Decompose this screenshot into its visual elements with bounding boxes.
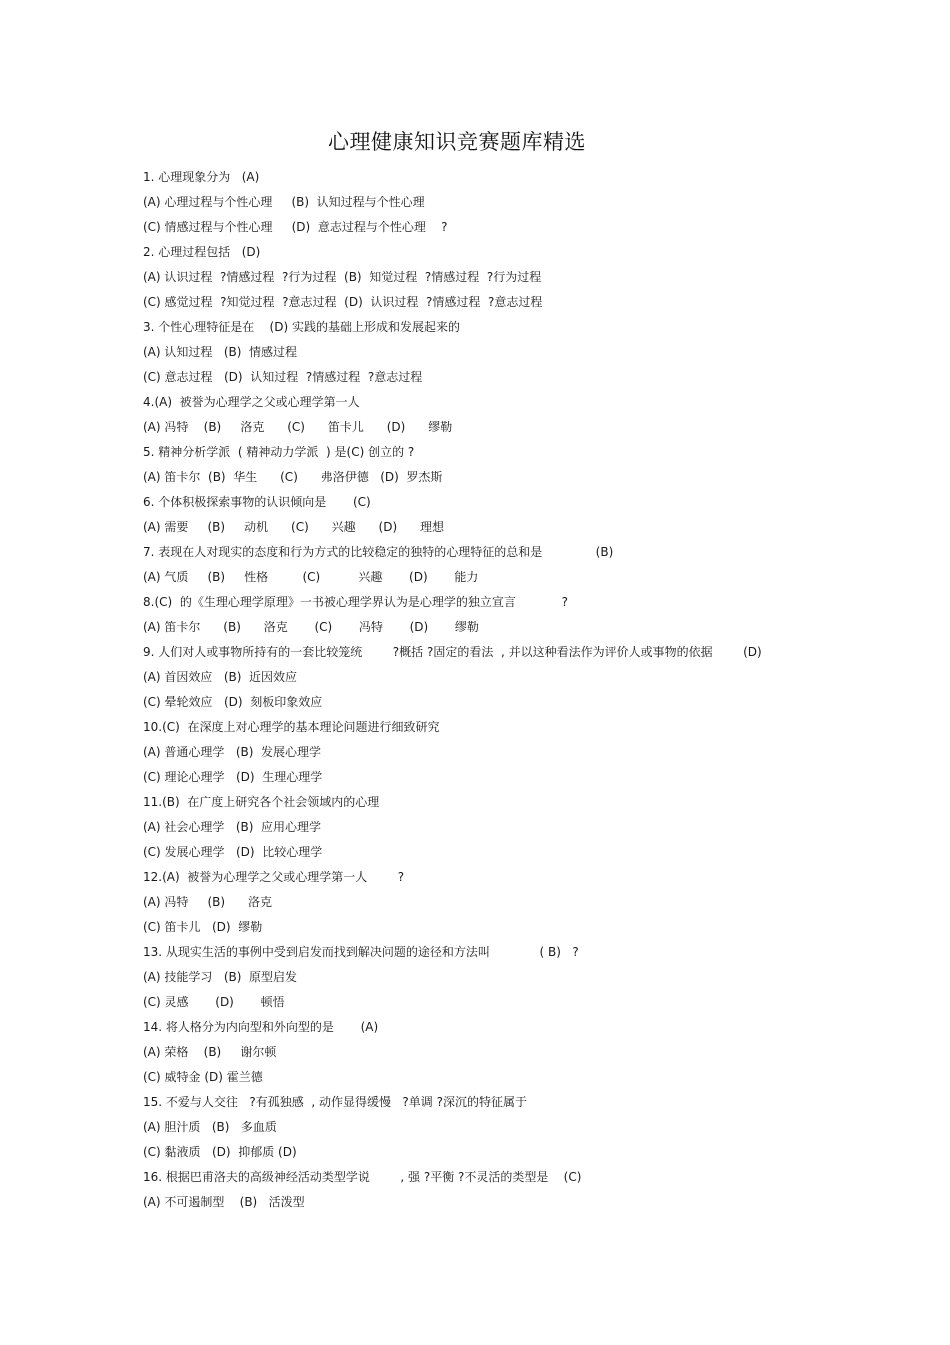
question-list [143, 165, 843, 1215]
text-line: (A) 心理过程与个性心理 (B) 认知过程与个性心理 [143, 195, 425, 209]
text-line: (C) 晕轮效应 (D) 刻板印象效应 [143, 695, 323, 709]
text-line: (A) 认知过程 (B) 情感过程 [143, 345, 298, 359]
text-line: (A) 认识过程 ?情感过程 ?行为过程 (B) 知觉过程 ?情感过程 ?行为过程 [143, 270, 542, 284]
text-line: 10.(C) 在深度上对心理学的基本理论问题进行细致研究 [143, 720, 440, 734]
document-title: 心理健康知识竞赛题库精选 [328, 130, 586, 154]
text-line: 3. 个性心理特征是在 (D) 实践的基础上形成和发展起来的 [143, 320, 460, 334]
text-line: 7. 表现在人对现实的态度和行为方式的比较稳定的独特的心理特征的总和是 (B) [143, 545, 614, 559]
text-line: (A) 冯特 (B) 洛克 [143, 895, 272, 909]
text-line: 5. 精神分析学派 ( 精神动力学派 ) 是(C) 创立的 ? [143, 445, 415, 459]
text-line: (A) 技能学习 (B) 原型启发 [143, 970, 298, 984]
text-line: 2. 心理过程包括 (D) [143, 245, 261, 259]
text-line: 4.(A) 被誉为心理学之父或心理学第一人 [143, 395, 360, 409]
text-line: 9. 人们对人或事物所持有的一套比较笼统 ?概括 ?固定的看法 , 并以这种看法作为评价人或事物的依据 (D) [143, 645, 762, 659]
text-line: 1. 心理现象分为 (A) [143, 170, 260, 184]
text-line: (C) 威特金 (D) 霍兰德 [143, 1070, 263, 1084]
text-line: 15. 不爱与人交往 ?有孤独感 , 动作显得缓慢 ?单调 ?深沉的特征属于 [143, 1095, 527, 1109]
text-line: (C) 黏液质 (D) 抑郁质 (D) [143, 1145, 297, 1159]
text-line: 8.(C) 的《生理心理学原理》一书被心理学界认为是心理学的独立宣言 ? [143, 595, 568, 609]
text-line: 12.(A) 被誉为心理学之父或心理学第一人 ? [143, 870, 405, 884]
text-line: (A) 不可遏制型 (B) 活泼型 [143, 1195, 305, 1209]
text-line: (A) 首因效应 (B) 近因效应 [143, 670, 298, 684]
text-line: 14. 将人格分为内向型和外向型的是 (A) [143, 1020, 379, 1034]
text-line: (A) 冯特 (B) 洛克 (C) 笛卡儿 (D) 缪勒 [143, 420, 453, 434]
text-line: (A) 笛卡尔 (B) 华生 (C) 弗洛伊德 (D) 罗杰斯 [143, 470, 443, 484]
text-line: (C) 情感过程与个性心理 (D) 意志过程与个性心理 ? [143, 220, 448, 234]
text-line: (C) 笛卡儿 (D) 缪勒 [143, 920, 263, 934]
text-line: (C) 感觉过程 ?知觉过程 ?意志过程 (D) 认识过程 ?情感过程 ?意志过程 [143, 295, 543, 309]
text-line: (A) 普通心理学 (B) 发展心理学 [143, 745, 322, 759]
text-line: (A) 需要 (B) 动机 (C) 兴趣 (D) 理想 [143, 520, 445, 534]
text-line: (C) 理论心理学 (D) 生理心理学 [143, 770, 323, 784]
text-line: (A) 荣格 (B) 谢尔顿 [143, 1045, 277, 1059]
text-line: (A) 气质 (B) 性格 (C) 兴趣 (D) 能力 [143, 570, 479, 584]
text-line: (A) 笛卡尔 (B) 洛克 (C) 冯特 (D) 缪勒 [143, 620, 479, 634]
text-line: 11.(B) 在广度上研究各个社会领域内的心理 [143, 795, 380, 809]
text-line: (C) 意志过程 (D) 认知过程 ?情感过程 ?意志过程 [143, 370, 423, 384]
text-line: 6. 个体积极探索事物的认识倾向是 (C) [143, 495, 371, 509]
text-line: (A) 社会心理学 (B) 应用心理学 [143, 820, 322, 834]
text-line: (C) 灵感 (D) 顿悟 [143, 995, 285, 1009]
text-line: (C) 发展心理学 (D) 比较心理学 [143, 845, 323, 859]
text-line: 16. 根据巴甫洛夫的高级神经活动类型学说 , 强 ?平衡 ?不灵活的类型是 (C) [143, 1170, 582, 1184]
text-line: (A) 胆汁质 (B) 多血质 [143, 1120, 277, 1134]
text-line: 13. 从现实生活的事例中受到启发而找到解决问题的途径和方法叫 ( B) ? [143, 945, 579, 959]
